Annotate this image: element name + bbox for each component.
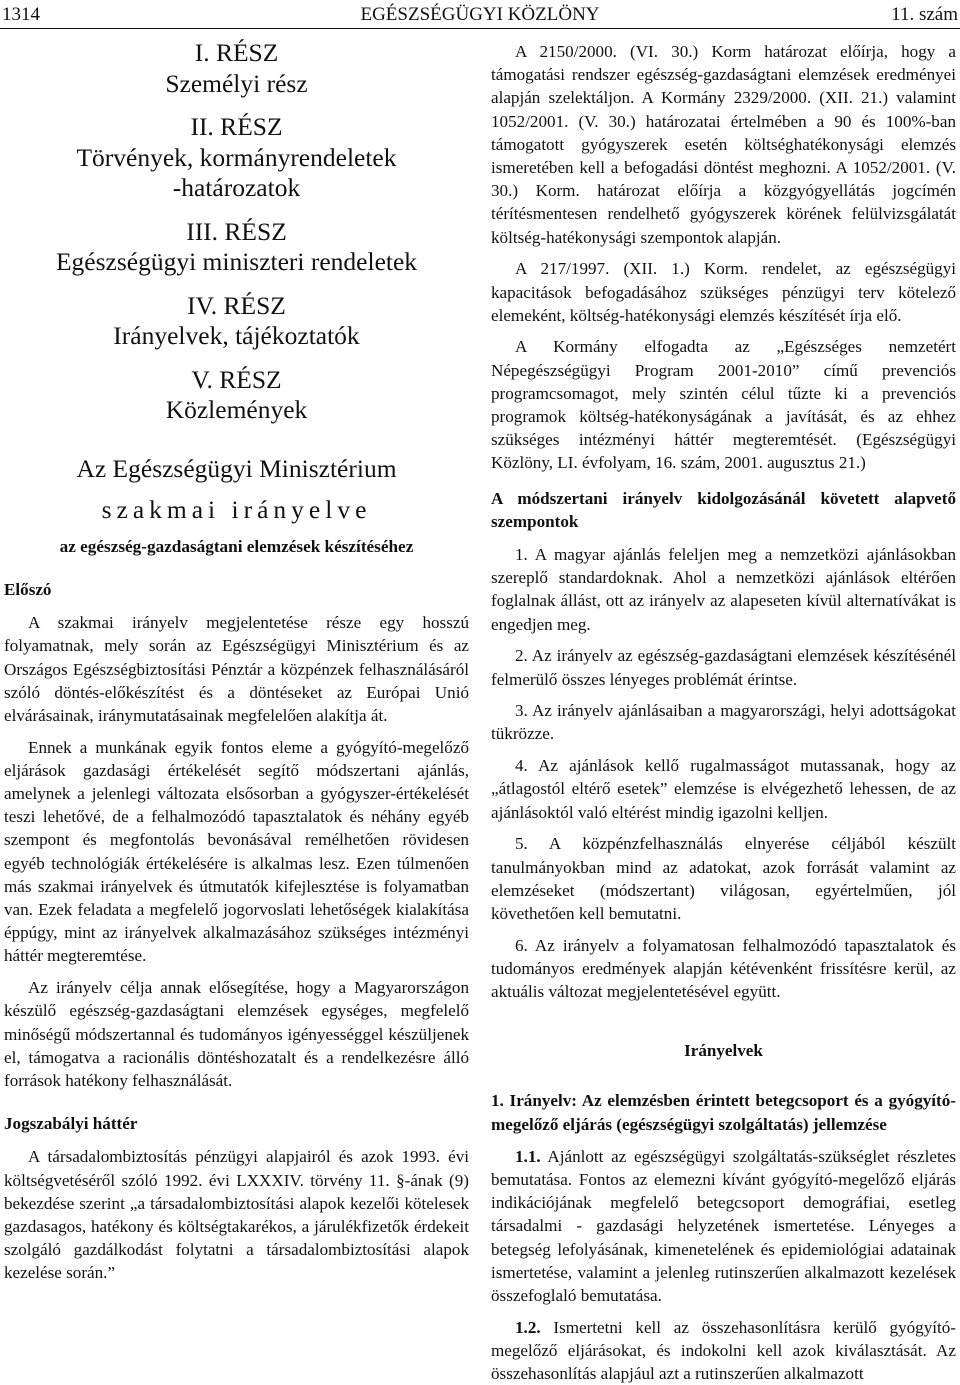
part-title-continued: -határozatok — [172, 173, 301, 202]
paragraph: A 217/1997. (XII. 1.) Korm. rendelet, az egészségügyi kapacitások befogadásához szükséges pénzügyi terv kötelező elemeként, költség-hatékonysági elemzés készítését írja elő. — [491, 259, 956, 325]
right-column — [491, 40, 956, 1385]
subsection-number: 1.1. — [515, 1146, 541, 1166]
list-item: 1. A magyar ajánlás feleljen meg a nemzetközi ajánlásokban szereplő standardoknak. Ahol a nemzetközi ajánlások eltérően foglalnak állást, ott az irányelv az alapeseten kívül alternatívákat is engedjen meg. — [491, 545, 956, 634]
paragraph: A társadalombiztosítás pénzügyi alapjairól és azok 1993. évi költségvetéséről szóló 1992. évi LXXXIV. törvény 11. §-ának (9) bekezdése szerint „a társadalombiztosítási alapok kezelői kötelesek gazdasagos, hatékony és költségtakarékos, a járulékfizetők érdekeit szolgáló gazdálkodást folytatni a társadalombiztosítási alapok kezelése során.” — [4, 1147, 469, 1283]
paragraph: A 2150/2000. (VI. 30.) Korm határozat előírja, hogy a támogatási rendszer egészség-gazdaságtani elemzések eredményei alapján szelektáljon. A Kormány 2329/2000. (XII. 21.) valamint 1052/2001. (V. 30.) határozatai értelmében a 90 és 100%-ban támogatott gyógyszerek esetén költséghatékonysági elemzés ismeretében kell a befogadási döntést meghozni. A 1052/2001. (V. 30.) Korm. határozat előírja a közgyógyellátás jogcímén térítésmentesen rendelhető gyógyszerek körének felülvizsgálatát költség-hatékonysági szempontok alapján. — [491, 42, 956, 247]
journal-title: EGÉSZSÉGÜGYI KÖZLÖNY — [360, 4, 600, 25]
part-2 — [4, 112, 469, 204]
header-rule — [0, 28, 960, 29]
document-title: szakmai irányelve — [101, 494, 372, 524]
part-number: V. RÉSZ — [191, 364, 282, 394]
subsection-number: 1.2. — [515, 1317, 541, 1337]
section-heading-methodology: A módszertani irányelv kidolgozásánál követett alapvető szempontok — [491, 488, 956, 531]
paragraph: A Kormány elfogadta az „Egészséges nemzetért Népegészségügyi Program 2001-2010” című prevenciós programcsomagot, mely szintén célul tűzte ki a prevenciós programok költség-hatékonyságának a javítását, és az ehhez szükséges intézményi háttér megteremtését. (Egészségügyi Közlöny, LI. évfolyam, 16. szám, 2001. augusztus 21.) — [491, 337, 956, 473]
section-heading-legal-background: Jogszabályi háttér — [4, 1114, 138, 1134]
paragraph: Az irányelv célja annak elősegítése, hogy a Magyarországon készülő egészség-gazdaságtani elemzések egységes, megfelelő minőségű módszertannal és tudományos igényességgel készüljenek el, támogatva a racionális döntéshozatalt és a rendelkezésre álló források hatékony felhasználását. — [4, 978, 469, 1090]
ministry-name: Az Egészségügyi Minisztérium — [76, 453, 397, 483]
part-number: III. RÉSZ — [186, 216, 287, 246]
list-item: 3. Az irányelv ajánlásaiban a magyarországi, helyi adottságokat tükrözze. — [491, 701, 956, 744]
left-column — [4, 38, 469, 1285]
part-title: Irányelvek, tájékoztatók — [113, 321, 360, 350]
page-header — [0, 0, 960, 28]
subsection — [491, 1316, 956, 1385]
issue-number: 11. szám — [891, 4, 958, 25]
list-item: 4. Az ajánlások kellő rugalmasságot mutassanak, hogy az „átlagostól eltérő esetek” elemzése is elvégezhető lehessen, de az ajánlásoktól való eltérést mindig igazolni kelljen. — [491, 756, 956, 822]
part-title: Egészségügyi miniszteri rendeletek — [55, 247, 418, 276]
list-item: 6. Az irányelv a folyamatosan felhalmozódó tapasztalatok és tudományos eredmények alapján kétévenként frissítésre kerül, az aktuális változat megjelentetésével együtt. — [491, 935, 956, 1002]
document-subtitle: az egészség-gazdaságtani elemzések készítéséhez — [59, 536, 414, 556]
paragraph: A szakmai irányelv megjelentetése része egy hosszú folyamatnak, mely során az Egészségügyi Minisztérium és az Országos Egészségbiztosítási Pénztár a közpénzek felhasználásáról szóló döntés-előkészítést és a döntéseket az Európai Unió elvárásainak, iránymutatásainak megfelelően alakítja át. — [4, 613, 469, 725]
subsection-text: Ajánlott az egészségügyi szolgáltatás-szükséglet részletes bemutatása. Fontos az elemezni kívánt gyógyító-megelőző eljárás indikációjának megfelelő betegcsoport demográfiai, esetleg társadalmi - gazdasági helyzetének ismertetése. Lényeges a betegség lefolyásának, kimenetelének és epidemiológiai adatainak ismertetése, valamint a jelenleg rutinszerűen alkalmazott kezelések összefoglaló bemutatása. — [491, 1146, 956, 1306]
guideline-heading: 1. Irányelv: Az elemzésben érintett betegcsoport és a gyógyító-megelőző eljárás (egészségügyi szolgáltatás) jellemzése — [491, 1091, 956, 1134]
part-number: I. RÉSZ — [194, 38, 279, 67]
part-4 — [4, 291, 469, 352]
subsection — [491, 1145, 956, 1307]
part-title: Törvények, kormányrendeletek — [76, 142, 397, 172]
part-title: Személyi rész — [165, 68, 308, 98]
part-number: IV. RÉSZ — [187, 290, 286, 320]
paragraph: Ennek a munkának egyik fontos eleme a gyógyító-megelőző eljárások gazdasági értékelését segítő módszertani ajánlás, amelynek a jelenlegi változata elsősorban a gyógyszer-értékelését teszi lehetővé, de a felhalmozódó tapasztalatok és néhány egyéb szempont és megfontolás bevonásával remélhetően rövidesen egyéb technológiák értékelésére is alkalmas lesz. Ezen túlmenően más szakmai irányelvek és útmutatók kifejlesztése is folyamatban van. Ezek feladata a megfelelő jogorvoslati lehetőségek kialakítása éppúgy, mint az irányelvek alkalmazásához szükséges intézményi háttér megteremtése. — [4, 737, 469, 966]
list-item: 5. A közpénzfelhasználás elnyerése céljából készült tanulmányokban mind az adatokat, azok forrását valamint az elemzéseket (módszertant) világosan, egyértelműen, jól követhetően kell bemutatni. — [491, 834, 956, 923]
part-3 — [4, 217, 469, 278]
page-number: 1314 — [2, 4, 40, 25]
part-5 — [4, 365, 469, 426]
section-heading-guidelines: Irányelvek — [684, 1041, 763, 1061]
subsection-text: Ismertetni kell az összehasonlításra kerülő gyógyító-megelőző eljárásokat, és indokolni kell azok kiválasztását. Az összehasonlítás alapjául azt a rutinszerűen alkalmazott — [491, 1317, 956, 1384]
part-number: II. RÉSZ — [190, 112, 283, 141]
list-item: 2. Az irányelv az egészség-gazdaságtani elemzések készítésénél felmerülő összes lényeges problémát érintse. — [491, 646, 956, 689]
section-heading-foreword: Előszó — [4, 579, 52, 599]
part-title: Közlemények — [165, 395, 308, 424]
part-1 — [4, 38, 469, 99]
